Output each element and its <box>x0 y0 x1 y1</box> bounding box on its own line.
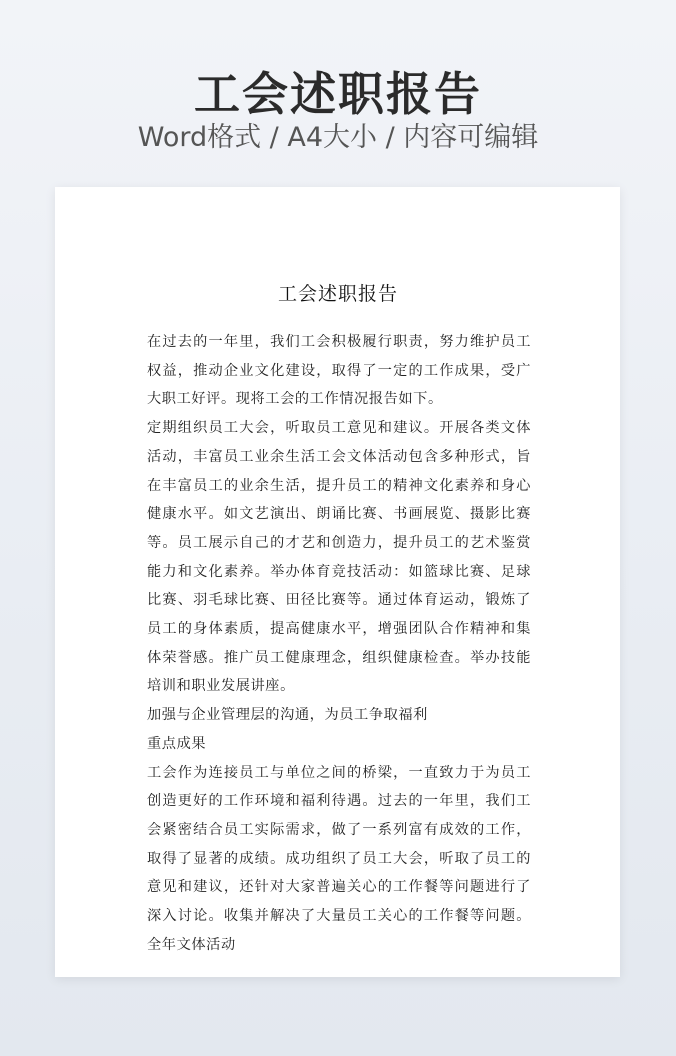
document-title: 工会述职报告 <box>277 283 398 305</box>
paragraph-results: 工会作为连接员工与单位之间的桥梁，一直致力于为员工创造更好的工作环境和福利待遇。过去的一年里，我们工会紧密结合员工实际需求，做了一系列富有成效的工作，取得了显著的成绩。成功组织了员工大会，听取了员工的意见和建议，还针对大家普遍关心的工作餐等问题进行了深入讨论。收集并解决了大量员工关心的工作餐等问题。全年文体活动 <box>147 764 531 953</box>
paragraph-activities: 定期组织员工大会，听取员工意见和建议。开展各类文体活动，丰富员工业余生活工会文体活动包含多种形式，旨在丰富员工的业余生活，提升员工的精神文化素养和身心健康水平。如文艺演出、朗诵比赛、书画展览、摄影比赛等。员工展示自己的才艺和创造力，提升员工的艺术鉴赏能力和文化素养。举办体育竞技活动：如篮球比赛、足球比赛、羽毛球比赛、田径比赛等。通过体育运动，锻炼了员工的身体素质，提高健康水平，增强团队合作精神和集体荣誉感。推广员工健康理念，组织健康检查。举办技能培训和职业发展讲座。 <box>147 420 531 695</box>
section-heading-key-results: 重点成果 <box>147 735 207 752</box>
paragraph-communication: 加强与企业管理层的沟通，为员工争取福利 <box>147 707 428 724</box>
document-body <box>147 328 531 959</box>
page-subtitle: Word格式 / A4大小 / 内容可编辑 <box>137 122 539 153</box>
paragraph-intro: 在过去的一年里，我们工会积极履行职责，努力维护员工权益，推动企业文化建设，取得了一定的工作成果，受广大职工好评。现将工会的工作情况报告如下。 <box>147 334 531 408</box>
page-title: 工会述职报告 <box>194 67 482 121</box>
